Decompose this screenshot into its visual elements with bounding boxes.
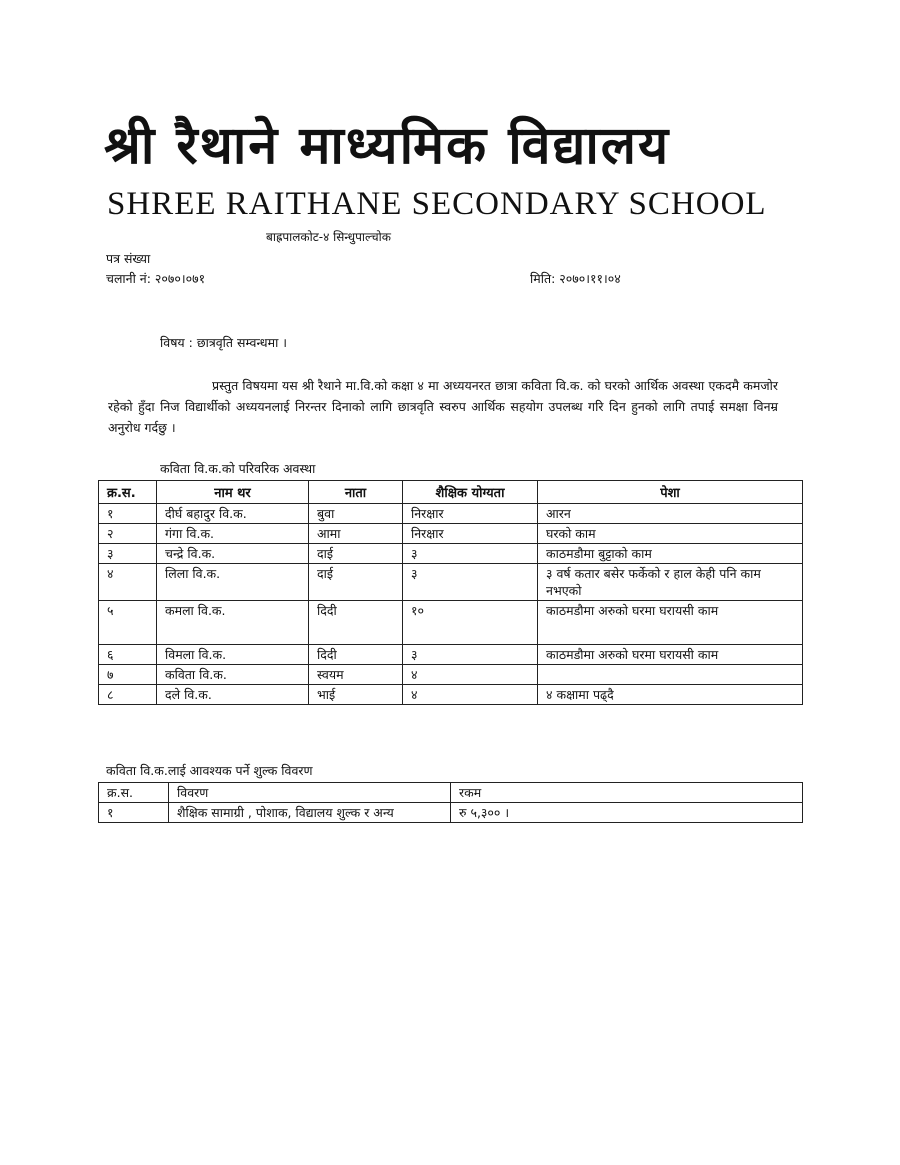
cell: गंगा वि.क. [157,524,309,544]
table-row [99,665,803,685]
col-relation: नाता [309,481,403,504]
col-serial: क्र.स. [99,481,157,504]
cell: ४ [99,564,157,601]
cell: ३ [99,544,157,564]
cell: काठमडौमा अरुको घरमा घरायसी काम [538,601,803,645]
letter-body: प्रस्तुत विषयमा यस श्री रैथाने मा.वि.को कक्षा ४ मा अध्ययनरत छात्रा कविता वि.क. को घरको आर्थिक अवस्था एकदमै कमजोर रहेको हुँदा निज विद्यार्थीको अध्ययनलाई निरन्तर दिनाको लागि छात्रवृति स्वरुप आर्थिक सहयोग उपलब्ध गरि दिन हुनको लागि तपाई समक्षा विनम्र अनुरोध गर्दछु । [108,378,778,435]
school-name-nepali: श्री रैथाने माध्यमिक विद्यालय [104,116,671,176]
school-name-english: SHREE RAITHANE SECONDARY SCHOOL [107,186,767,222]
table-row [99,564,803,601]
cell: दिदी [309,645,403,665]
school-address: बाह्रपालकोट-४ सिन्धुपाल्चोक [266,230,391,244]
cell: १ [99,504,157,524]
letter-date: मिति: २०७०।११।०४ [530,271,621,286]
cell: ७ [99,665,157,685]
cell: दिदी [309,601,403,645]
cell: काठमडौमा अरुको घरमा घरायसी काम [538,645,803,665]
letter-subject: विषय : छात्रवृति सम्वन्धमा । [160,335,288,350]
fee-table-caption: कविता वि.क.लाई आवश्यक पर्ने शुल्क विवरण [106,763,313,778]
cell: बुवा [309,504,403,524]
table-row [99,803,803,823]
family-table-caption: कविता वि.क.को परिवरिक अवस्था [160,461,316,476]
cell: १ [99,803,169,823]
cell: ४ कक्षामा पढ्दै [538,685,803,705]
cell: २ [99,524,157,544]
cell: कमला वि.क. [157,601,309,645]
cell: दले वि.क. [157,685,309,705]
cell [538,665,803,685]
cell: ३ वर्ष कतार बसेर फर्केको र हाल केही पनि काम नभएको [538,564,803,601]
family-status-table [98,480,803,705]
cell: रु ५,३०० । [451,803,803,823]
cell: ३ [403,544,538,564]
cell: दीर्घ बहादुर वि.क. [157,504,309,524]
cell: ४ [403,665,538,685]
col-name: नाम थर [157,481,309,504]
cell: आमा [309,524,403,544]
table-row [99,601,803,645]
cell: चन्द्रे वि.क. [157,544,309,564]
cell: ६ [99,645,157,665]
col-serial: क्र.स. [99,783,169,803]
fee-details-table [98,782,803,823]
table-header-row [99,783,803,803]
cell: कविता वि.क. [157,665,309,685]
table-row [99,685,803,705]
cell: ५ [99,601,157,645]
letter-number-label: पत्र संख्या [106,251,151,266]
col-education: शैक्षिक योग्यता [403,481,538,504]
cell: १० [403,601,538,645]
cell: भाई [309,685,403,705]
cell: काठमडौमा बुट्टाको काम [538,544,803,564]
table-header-row [99,481,803,504]
cell: स्वयम [309,665,403,685]
cell: निरक्षार [403,504,538,524]
col-amount: रकम [451,783,803,803]
cell: ४ [403,685,538,705]
cell: दाई [309,564,403,601]
cell: निरक्षार [403,524,538,544]
cell: दाई [309,544,403,564]
cell: घरको काम [538,524,803,544]
col-occupation: पेशा [538,481,803,504]
cell: ८ [99,685,157,705]
table-row [99,645,803,665]
cell: विमला वि.क. [157,645,309,665]
cell: ३ [403,564,538,601]
table-row [99,544,803,564]
table-row [99,524,803,544]
col-description: विवरण [169,783,451,803]
cell: शैक्षिक सामाग्री , पोशाक, विद्यालय शुल्क र अन्य [169,803,451,823]
cell: आरन [538,504,803,524]
dispatch-number: चलानी नं: २०७०।०७१ [106,271,206,286]
cell: ३ [403,645,538,665]
cell: लिला वि.क. [157,564,309,601]
table-row [99,504,803,524]
